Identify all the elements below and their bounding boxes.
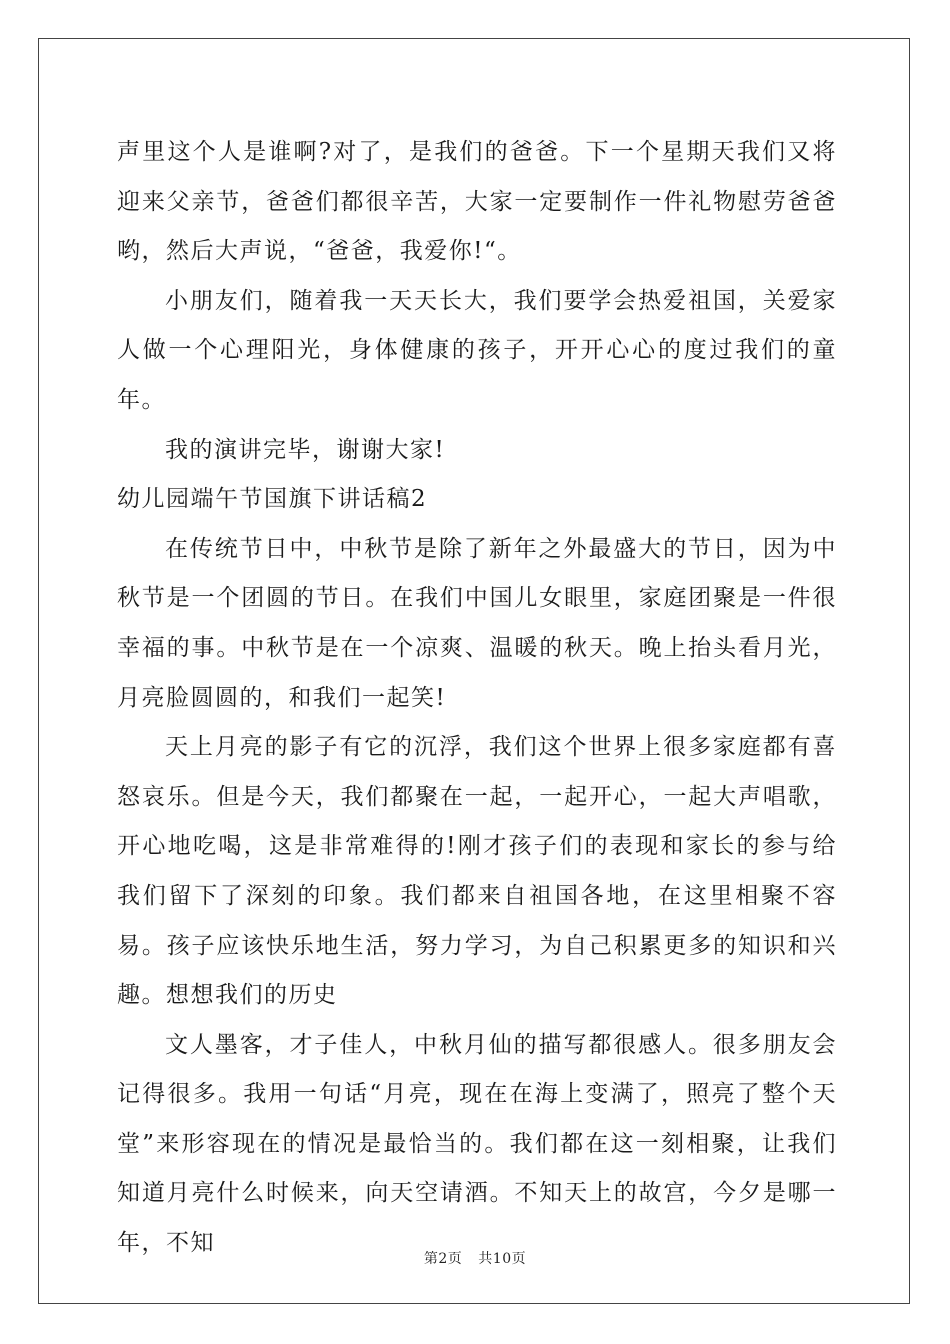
page-footer <box>0 1248 950 1268</box>
page-number: 第2页 <box>423 1251 463 1267</box>
page-total: 共10页 <box>478 1251 527 1267</box>
paragraph-3: 我的演讲完毕，谢谢大家! <box>165 436 446 463</box>
section-heading: 幼儿园端午节国旗下讲话稿2 <box>117 486 428 513</box>
paragraph-6: 文人墨客，才子佳人，中秋月仙的描写都很感人。很多朋友会记得很多。我用一句话“月亮，现在在海上变满了，照亮了整个天堂”来形容现在的情况是最恰当的。我们都在这一刻相聚，让我们知道月亮什么时候来，向天空请酒。不知天上的故宫，今夕是哪一年，不知 <box>117 1031 837 1257</box>
document-body <box>117 128 837 1269</box>
paragraph-1: 声里这个人是谁啊?对了，是我们的爸爸。下一个星期天我们又将迎来父亲节，爸爸们都很辛苦，大家一定要制作一件礼物慰劳爸爸哟，然后大声说，“爸爸，我爱你!“。 <box>117 139 837 265</box>
paragraph-5: 天上月亮的影子有它的沉浮，我们这个世界上很多家庭都有喜怒哀乐。但是今天，我们都聚在一起，一起开心，一起大声唱歌，开心地吃喝，这是非常难得的!刚才孩子们的表现和家长的参与给我们留下了深刻的印象。我们都来自祖国各地，在这里相聚不容易。孩子应该快乐地生活，努力学习，为自己积累更多的知识和兴趣。想想我们的历史 <box>117 734 837 1009</box>
paragraph-2: 小朋友们，随着我一天天长大，我们要学会热爱祖国，关爱家人做一个心理阳光，身体健康的孩子，开开心心的度过我们的童年。 <box>117 287 837 413</box>
paragraph-4: 在传统节日中，中秋节是除了新年之外最盛大的节日，因为中秋节是一个团圆的节日。在我们中国儿女眼里，家庭团聚是一件很幸福的事。中秋节是在一个凉爽、温暖的秋天。晚上抬头看月光，月亮脸圆圆的，和我们一起笑! <box>117 535 837 711</box>
